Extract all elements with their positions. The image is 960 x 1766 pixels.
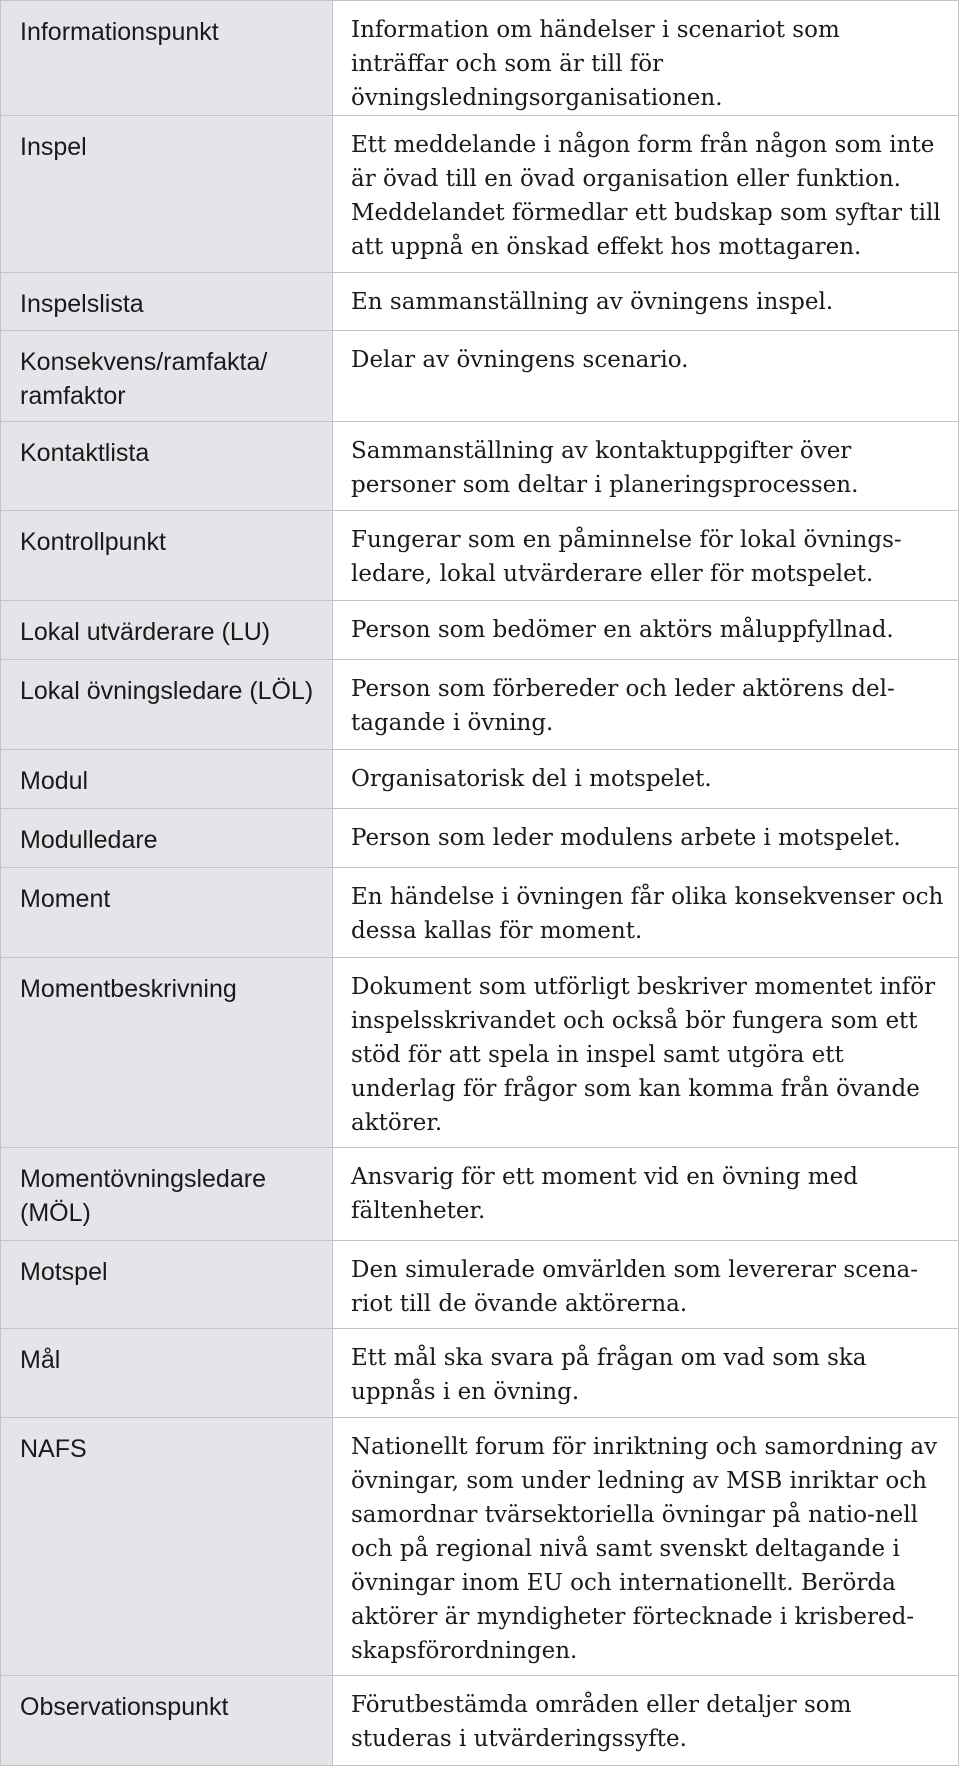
term-label: Moment [20,885,111,913]
term-cell [1,511,333,601]
term-label: Kontrollpunkt [20,528,166,556]
term-cell [1,1418,333,1676]
definition-cell [333,1676,959,1766]
table-row [1,1676,959,1766]
definition-cell [333,1148,959,1241]
definition-text: Dokument som utförligt beskriver momentet inför inspelsskrivandet och också bör fungera som ett stöd för att spela in inspel samt utgöra ett underlag för frågor som kan komma från övande aktörer. [351,974,936,1136]
term-cell [1,422,333,511]
table-row [1,1148,959,1241]
table-row [1,601,959,660]
term-label: Lokal utvärderare (LU) [20,618,271,646]
table-row [1,958,959,1148]
term-label: NAFS [20,1435,87,1463]
definition-text: En händelse i övningen får olika konsekvenser och dessa kallas för moment. [351,884,944,944]
definition-text: Organisatorisk del i motspelet. [351,766,712,792]
table-row [1,1329,959,1418]
definition-cell [333,750,959,809]
definition-cell [333,1418,959,1676]
table-row [1,868,959,958]
term-label: Lokal övningsledare (LÖL) [20,677,314,705]
table-row [1,1418,959,1676]
term-label: Inspel [20,133,87,161]
table-row [1,273,959,331]
term-cell [1,601,333,660]
term-label: Konsekvens/ramfakta/ ramfaktor [20,348,268,410]
term-cell [1,750,333,809]
term-label: Modul [20,767,89,795]
table-row [1,809,959,868]
definition-cell [333,809,959,868]
definition-text: Nationellt forum för inriktning och samordning av övningar, som under ledning av MSB inriktar och samordnar tvärsektoriella övningar på natio-nell och på regional nivå samt svenskt deltagande i övningar inom EU och internationellt. Berörda aktörer är myndigheter förtecknade i krisbered-skapsförordningen. [351,1434,938,1664]
term-cell [1,273,333,331]
term-cell [1,116,333,273]
definition-text: Person som bedömer en aktörs måluppfyllnad. [351,617,894,643]
table-row [1,511,959,601]
definition-text: Den simulerade omvärlden som levererar scena-riot till de övande aktörerna. [351,1257,919,1317]
definition-text: Ett mål ska svara på frågan om vad som ska uppnås i en övning. [351,1345,867,1405]
table-row [1,422,959,511]
term-label: Inspelslista [20,290,144,318]
definition-cell [333,422,959,511]
definition-cell [333,273,959,331]
term-label: Momentbeskrivning [20,975,237,1003]
definition-cell [333,601,959,660]
definition-cell [333,868,959,958]
definition-text: Person som förbereder och leder aktörens del-tagande i övning. [351,676,895,736]
table-row [1,660,959,750]
definition-cell [333,1,959,116]
term-cell [1,660,333,750]
term-label: Motspel [20,1258,108,1286]
definition-cell [333,116,959,273]
definition-text: Information om händelser i scenariot som inträffar och som är till för övningsledningsorganisationen. [351,17,840,111]
definition-text: Fungerar som en påminnelse för lokal övnings-ledare, lokal utvärderare eller för motspelet. [351,527,902,587]
definition-text: Delar av övningens scenario. [351,347,689,373]
definition-cell [333,1329,959,1418]
table-row [1,1241,959,1329]
term-label: Kontaktlista [20,439,150,467]
definition-text: Förutbestämda områden eller detaljer som studeras i utvärderingssyfte. [351,1692,852,1752]
term-cell [1,1329,333,1418]
definition-text: Person som leder modulens arbete i motspelet. [351,825,901,851]
term-label: Informationspunkt [20,18,219,46]
definition-text: Ett meddelande i någon form från någon som inte är övad till en övad organisation eller funktion. Meddelandet förmedlar ett budskap som syftar till att uppnå en önskad effekt hos mottagaren. [351,132,941,260]
term-label: Mål [20,1346,61,1374]
term-cell [1,1241,333,1329]
term-cell [1,809,333,868]
term-cell [1,331,333,422]
table-row [1,750,959,809]
definition-text: Ansvarig för ett moment vid en övning med fältenheter. [351,1164,858,1224]
term-label: Momentövningsledare (MÖL) [20,1165,266,1227]
term-cell [1,1,333,116]
definition-cell [333,511,959,601]
definition-cell [333,331,959,422]
term-label: Modulledare [20,826,158,854]
table-row [1,331,959,422]
term-cell [1,868,333,958]
term-cell [1,958,333,1148]
definition-text: En sammanställning av övningens inspel. [351,289,834,315]
definition-cell [333,958,959,1148]
definition-text: Sammanställning av kontaktuppgifter över personer som deltar i planeringsprocessen. [351,438,859,498]
definition-cell [333,660,959,750]
table-row [1,1,959,116]
definition-cell [333,1241,959,1329]
term-cell [1,1676,333,1766]
term-label: Observationspunkt [20,1693,229,1721]
term-cell [1,1148,333,1241]
table-row [1,116,959,273]
